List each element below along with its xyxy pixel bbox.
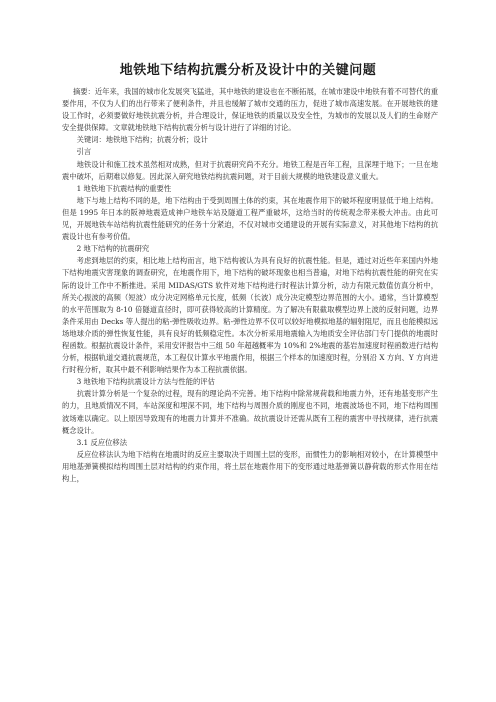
section-heading-introduction: 引言 [76, 147, 92, 157]
body-paragraph: 反应位移法认为地下结构在地震时的反应主要取决于周围土层的变形，而惯性力的影响相对较小，在计算模型中用地基弹簧模拟结构周围土层对结构的约束作用，将土层在地震作用下的变形通过地基弹簧以静荷载的形式作用在结构上， [62, 449, 438, 483]
section-heading-2: 2 地下结构的抗震研究 [76, 244, 150, 254]
section-heading-3: 3 地铁地下结构抗震设计方法与性能的评估 [76, 377, 215, 387]
section-heading-3-1: 3.1 反应位移法 [76, 437, 128, 447]
body-paragraph: 考虑到地层的约束，相比地上结构而言，地下结构被认为具有良好的抗震性能。但是，通过对近些年来国内外地下结构地震灾害现象的调查研究，在地震作用下，地下结构的破坏现象也相当普遍，对地下结构抗震性能的研究在实际的设计工作中不断推进。采用 MIDAS/GTS 软件对地下结构进行时程法计算分析，动力有限元数值仿真分析中，所关心振波的高频（短波）成分决定网格单元长度，低频（长波）成分决定模型边界范围的大小。通常，当计算模型的水平范围取为 8-10 倍隧道直径时，即可获得较高的计算精度。为了解决有限截取模型边界上波的反射问题，边界条件采用由 Decks 等人提出的粘-弹性吸收边界。粘-弹性边界不仅可以较好地模拟地基的辐射阻尼，而且也能模拟远场地球介质的弹性恢复性能，具有良好的低频稳定性。本次分析采用地震输入为地质安全评估部门专门提供的地震时程函数。根据抗震设计条件，采用安评报告中三组 50 年超越概率为 10%和 2%地震的基岩加速度时程函数进行结构分析，根据轨道交通抗震规范，本工程仅计算水平地震作用，根据三个样本的加速度时程，分别沿 X 方向、Y 方向进行时程分析，取其中最不利影响结果作为本工程抗震依据。 [62, 256, 438, 375]
section-heading-1: 1 地铁地下抗震结构的重要性 [76, 183, 172, 193]
body-paragraph: 地铁设计和施工技术虽然相对成熟，但对于抗震研究尚不充分。地铁工程是百年工程，且深埋于地下；一旦在地震中破坏，后期难以修复。因此深入研究地铁结构抗震问题，对于目前大规模的地铁建设意义重大。 [62, 159, 438, 181]
document-title: 地铁地下结构抗震分析及设计中的关键问题 [119, 63, 377, 78]
document-body [62, 86, 438, 485]
body-paragraph: 抗震计算分析是一个复杂的过程，现有的理论尚不完善。地下结构中除常规荷载和地震力外，还有地基变形产生的力，且地质情况不同，车站深度和埋深不同，地下结构与周围介质的刚度也不同，地震波场也不同，地下结构周围波场难以确定。以上原因导致现有的地震力计算并不准确。故抗震设计还需从既有工程的震害中寻找规律，进行抗震概念设计。 [62, 389, 438, 435]
body-paragraph: 地下与地上结构不同的是，地下结构由于受到周围土体的约束，其在地震作用下的破坏程度明显低于地上结构。但是 1995 年日本的阪神地震造成神户地铁车站及隧道工程严重破坏，这给当时的传统观念带来极大冲击。由此可见，开展地铁车站结构抗震性能研究的任务十分紧迫，不仅对城市交通建设的开展有实际意义，对其他地下结构的抗震设计也有参考价值。 [62, 195, 438, 242]
abstract-paragraph: 摘要：近年来，我国的城市化发展突飞猛进，其中地铁的建设也在不断拓展，在城市建设中地铁有着不可替代的重要作用，不仅为人们的出行带来了便利条件，并且也缓解了城市交通的压力，促进了城市高速发展。在开展地铁的建设工作时，必须要做好地铁抗震分析，并合理设计，保证地铁的质量以及安全性，为城市的发展以及人们的生命财产安全提供保障。文章就地铁地下结构抗震分析与设计进行了详细的讨论。 [62, 87, 438, 133]
keywords-paragraph: 关键词：地铁地下结构；抗震分析；设计 [76, 135, 208, 145]
